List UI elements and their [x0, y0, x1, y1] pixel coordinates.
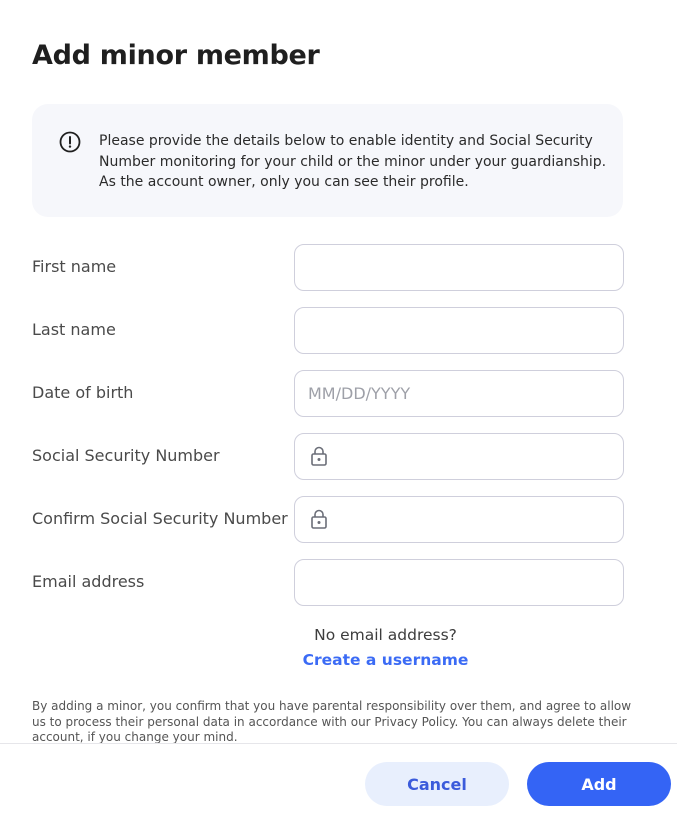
first-name-label: First name [32, 257, 117, 276]
add-button[interactable]: Add [527, 762, 671, 806]
ssn-label: Social Security Number [32, 446, 220, 465]
confirm-ssn-input[interactable] [294, 496, 624, 543]
last-name-label: Last name [32, 320, 116, 339]
email-input[interactable] [294, 559, 624, 606]
info-circle-icon [59, 131, 81, 153]
date-of-birth-label: Date of birth [32, 383, 134, 402]
lock-icon [309, 445, 329, 467]
ssn-input[interactable] [294, 433, 624, 480]
info-text: Please provide the details below to enable identity and Social Security Number monitoring for your child or the minor under your guardianship. As the account owner, only you can see their profile. [99, 133, 607, 190]
confirm-ssn-label: Confirm Social Security Number [32, 509, 288, 528]
dialog-title: Add minor member [32, 40, 320, 71]
consent-text: By adding a minor, you confirm that you have parental responsibility over them, and agree to allow us to process their personal data in accordance with our Privacy Policy. You can always delete their account, if you change your mind. [32, 699, 632, 743]
create-username-link[interactable]: Create a username [302, 651, 469, 669]
cancel-button[interactable]: Cancel [365, 762, 509, 806]
email-label: Email address [32, 572, 145, 591]
footer-divider [0, 743, 677, 744]
first-name-input[interactable] [294, 244, 624, 291]
info-banner [32, 104, 623, 217]
no-email-question: No email address? [314, 626, 457, 644]
date-of-birth-input[interactable] [294, 370, 624, 417]
lock-icon [309, 508, 329, 530]
last-name-input[interactable] [294, 307, 624, 354]
